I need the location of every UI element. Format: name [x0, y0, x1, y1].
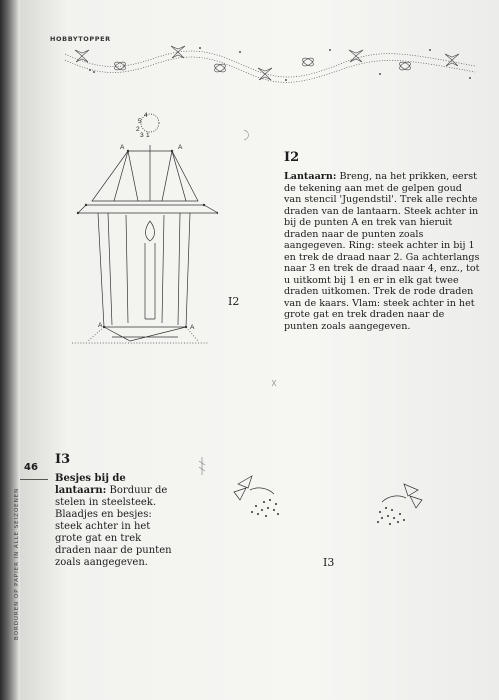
ring-point-label-3: 3 — [140, 132, 144, 139]
stray-mark — [196, 455, 208, 477]
figure-label-lantern: I2 — [228, 295, 240, 308]
section-text: Breng, na het prikken, eerst de tekening aan met de gelpen goud van stencil 'Jugendstil'. Trek alle rechte draden van de lantaarn. Steek achter in bij de punten A en trek van hieruit draden naar de punten zoals aangegeven. Ring: steek achter in bij 1 en trek de draad naar 2. Ga achterlangs naar 3 en trek de draad naar 4, enz., tot u uitkomt bij 1 en er in elk gat twee draden uitkomen. Trek de rode draden van de kaars. Vlam: steek achter in het grote gat en trek draden naar de punten zoals aangegeven. — [284, 171, 480, 332]
stray-mark — [242, 128, 252, 142]
point-label-a-bottom-right: A — [190, 324, 195, 331]
section-text: Borduur de stelen in steelsteek. Blaadjes en besjes: steek achter in het grote gat en trek draden naar de punten zoals aangegeven. — [55, 485, 172, 568]
running-head: HOBBYTOPPER — [50, 35, 111, 43]
ring-point-label-5: 5 — [138, 118, 142, 125]
section-lantern — [284, 150, 480, 332]
ring-point-label-2: 2 — [136, 126, 140, 133]
section-berries — [55, 452, 180, 569]
section-title: Lantaarn: — [284, 171, 337, 182]
berries-pattern-left-illustration — [228, 470, 288, 520]
point-label-a-top-left: A — [120, 144, 125, 151]
section-number: I2 — [284, 150, 300, 165]
berries-pattern-right-illustration — [368, 478, 428, 528]
section-body — [55, 473, 180, 569]
point-label-a-top-right: A — [178, 144, 183, 151]
border-pattern-illustration — [60, 40, 480, 88]
stray-mark — [270, 378, 278, 388]
lantern-pattern-illustration — [68, 105, 218, 355]
section-body — [284, 171, 480, 332]
margin-rule — [20, 479, 48, 480]
page-number: 46 — [24, 462, 38, 473]
ring-point-label-1: 1 — [146, 132, 150, 139]
book-title-vertical: BORDUREN OP PAPIER IN ALLE SEIZOENEN — [14, 487, 20, 640]
section-title: Besjes bij de lantaarn: — [55, 473, 126, 496]
section-number: I3 — [55, 452, 71, 467]
point-label-a-bottom-left: A — [98, 322, 103, 329]
ring-point-label-4: 4 — [144, 112, 148, 119]
figure-label-berries: I3 — [323, 556, 335, 569]
